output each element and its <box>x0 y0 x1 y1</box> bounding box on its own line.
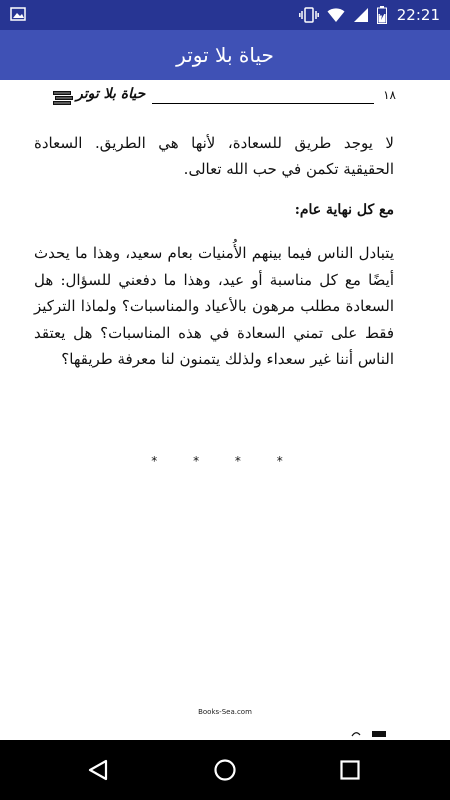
paragraph-2: يتبادل الناس فيما بينهم الأُمنيات بعام سعيد، وهذا ما يحدث أيضًا مع كل مناسبة أو عيد، وهذا ما دفعني للسؤال: هل السعادة مطلب مرهون بالأعياد والمناسبات؟ ولماذا التركيز فقط على تمني السعادة في هذه المناسبات؟ هل يعتقد الناس أننا غير سعداء ولذلك يتمنون لنا معرفة طريقها؟ <box>34 244 394 368</box>
clock-time: 22:21 <box>396 6 440 24</box>
book-page[interactable] <box>0 80 450 740</box>
status-icons <box>299 0 440 30</box>
home-icon[interactable] <box>210 755 240 785</box>
back-icon[interactable] <box>84 755 114 785</box>
running-header <box>52 86 396 110</box>
battery-icon <box>377 6 387 24</box>
vibrate-icon <box>299 7 319 23</box>
recents-icon[interactable] <box>335 755 365 785</box>
page-number: ١٨ <box>383 88 396 102</box>
footer-ornament-icon <box>350 728 390 738</box>
running-header-title: حياة بلا توتر <box>76 86 146 102</box>
book-stack-icon <box>52 88 74 106</box>
footer-site-text: Books-Sea.com <box>198 708 252 716</box>
app-bar <box>0 30 450 80</box>
paragraph-1: لا يوجد طريق للسعادة، لأنها هي الطريق. السعادة الحقيقية تكمن في حب الله تعالى. <box>34 134 394 178</box>
header-divider <box>152 103 374 104</box>
navigation-bar <box>0 740 450 800</box>
app-title: حياة بلا توتر <box>176 43 274 67</box>
section-separator: * * * * <box>151 454 299 468</box>
image-icon <box>10 7 26 21</box>
section-heading: مع كل نهاية عام: <box>294 202 394 218</box>
signal-icon <box>353 7 369 23</box>
wifi-icon <box>327 7 345 23</box>
status-bar <box>0 0 450 30</box>
